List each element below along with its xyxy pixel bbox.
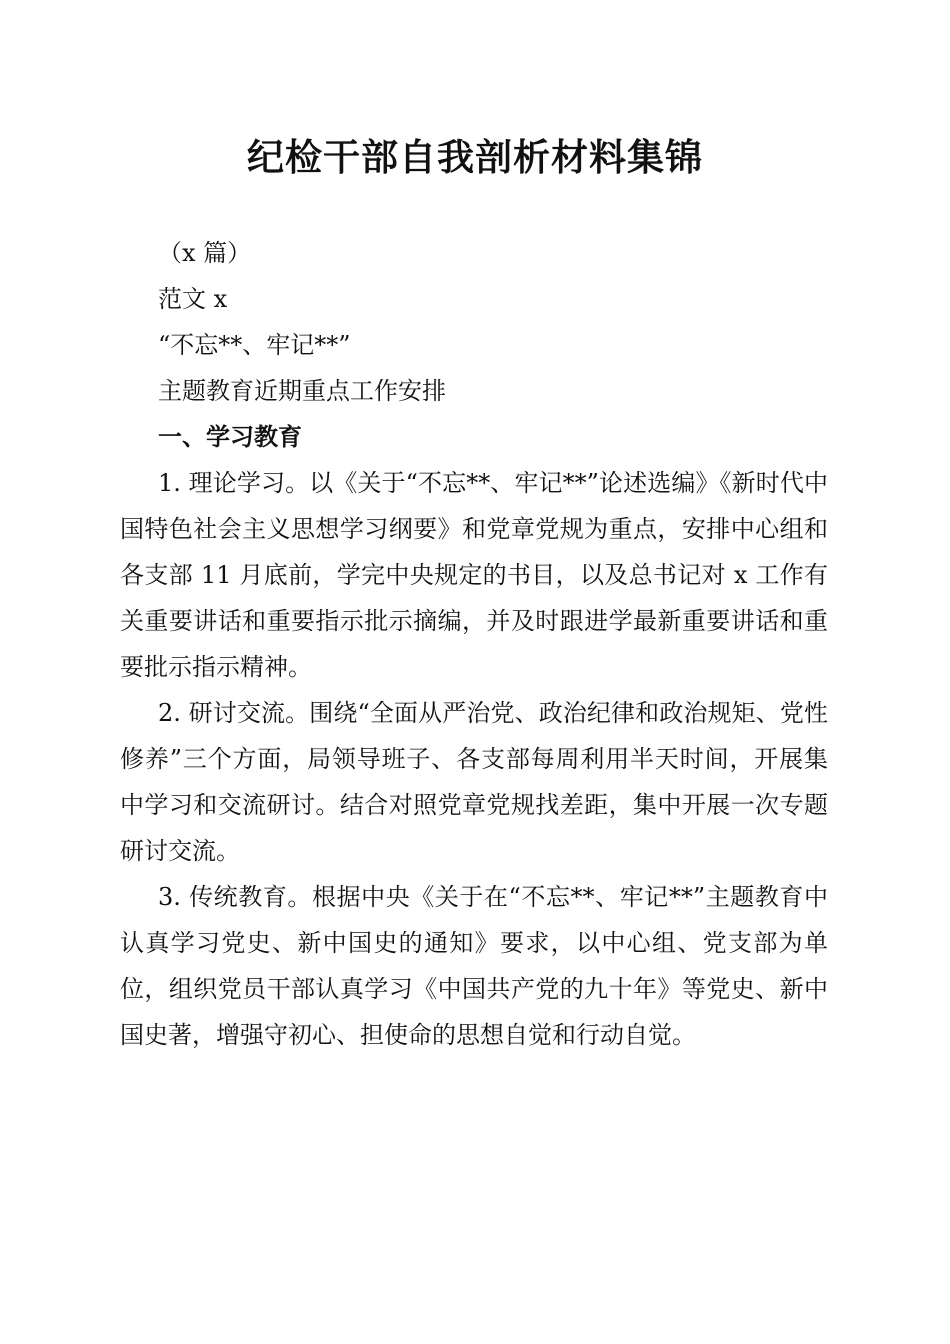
paragraph-traditional-education: 3. 传统教育。根据中央《关于在“不忘**、牢记**”主题教育中认真学习党史、新中国史的通知》要求，以中心组、党支部为单位，组织党员干部认真学习《中国共产党的九十年》等党史、新中国史著，增强守初心、担使命的思想自觉和行动自觉。 [120, 883, 828, 1049]
section-heading: 一、学习教育 [158, 423, 302, 451]
sample-number-line: 范文 x [158, 285, 228, 313]
theme-slogan-line: “不忘**、牢记**” [158, 331, 351, 359]
subtitle-line: 主题教育近期重点工作安排 [158, 377, 446, 405]
document-title: 纪检干部自我剖析材料集锦 [247, 136, 703, 179]
document-body [120, 230, 828, 1058]
paragraph-theory-study: 1. 理论学习。以《关于“不忘**、牢记**”论述选编》《新时代中国特色社会主义思想学习纲要》和党章党规为重点，安排中心组和各支部 11 月底前，学完中央规定的书目，以及总书记对 x 工作有关重要讲话和重要指示批示摘编，并及时跟进学最新重要讲话和重要批示指示精神。 [120, 469, 828, 681]
paragraph-discussion-exchange: 2. 研讨交流。围绕“全面从严治党、政治纪律和政治规矩、党性修养”三个方面，局领导班子、各支部每周利用半天时间，开展集中学习和交流研讨。结合对照党章党规找差距，集中开展一次专题研讨交流。 [120, 699, 828, 865]
volume-count-line: （x 篇） [158, 239, 252, 267]
